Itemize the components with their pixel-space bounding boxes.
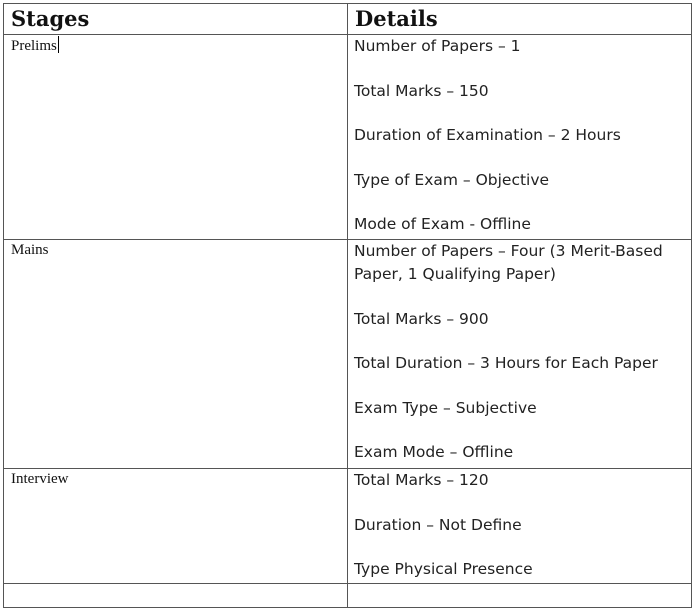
empty-stage-cell[interactable] — [4, 584, 348, 608]
detail-item: Type Physical Presence — [354, 560, 533, 578]
stage-cell-interview[interactable] — [4, 469, 348, 584]
stage-cell-prelims[interactable] — [4, 35, 348, 240]
table-header-row — [4, 4, 692, 35]
detail-item: Total Marks – 120 — [354, 471, 489, 489]
details-cell-interview[interactable] — [348, 469, 692, 584]
detail-item: Total Marks – 150 — [354, 81, 489, 100]
header-stages: Stages — [4, 4, 348, 35]
detail-item: Exam Type – Subjective — [354, 398, 537, 417]
stage-cell-mains[interactable] — [4, 240, 348, 469]
table-row — [4, 469, 692, 584]
detail-item: Duration of Examination – 2 Hours — [354, 126, 621, 144]
details-cell-prelims[interactable] — [348, 35, 692, 240]
detail-item: Duration – Not Define — [354, 515, 522, 534]
stage-name: Interview — [11, 471, 69, 487]
table-row — [4, 35, 692, 240]
exam-stages-table — [3, 3, 692, 608]
text-cursor — [58, 36, 59, 53]
detail-item: Number of Papers – 1 — [354, 37, 521, 55]
details-cell-mains[interactable] — [348, 240, 692, 469]
detail-item: Number of Papers – Four (3 Merit-Based Paper, 1 Qualifying Paper) — [354, 242, 663, 283]
detail-item: Type of Exam – Objective — [354, 170, 550, 189]
detail-item: Total Marks – 900 — [354, 309, 489, 328]
stage-name: Mains — [11, 242, 49, 258]
table-row — [4, 240, 692, 469]
detail-item: Total Duration – 3 Hours for Each Paper — [354, 354, 658, 372]
detail-item: Exam Mode – Offline — [354, 443, 514, 461]
stage-name: Prelims — [11, 38, 57, 54]
empty-details-cell[interactable] — [348, 584, 692, 608]
detail-item: Mode of Exam - Offline — [354, 215, 531, 233]
header-details: Details — [348, 4, 692, 35]
table-row-empty — [4, 584, 692, 608]
